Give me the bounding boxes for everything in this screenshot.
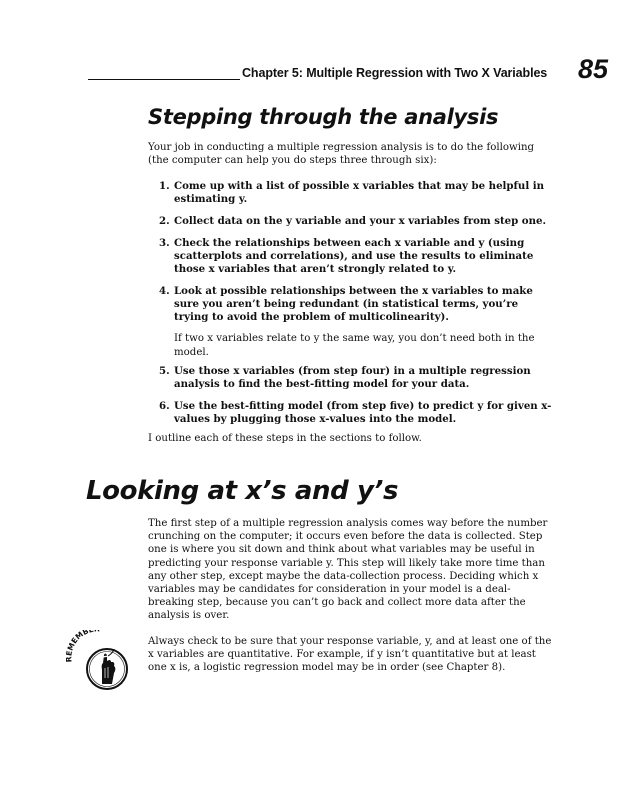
step-text: Come up with a list of possible x variables that may be helpful in estimating y. [174, 180, 545, 206]
intro-paragraph: Your job in conducting a multiple regression analysis is to do the following (the computer can help you do steps three through six): [148, 142, 535, 167]
step-text: Check the relationships between each x variable and y (using scatterplots and correlations), and use the results to eliminate those x variables that aren’t strongly related to y. [174, 236, 534, 276]
list-item [148, 180, 553, 206]
section-heading-stepping: Stepping through the analysis [148, 105, 499, 129]
step-text: Look at possible relationships between the x variables to make sure you aren’t being redundant (in statistical terms, you’re trying to avoid the problem of multicolinearity). [174, 284, 533, 324]
svg-text:REMEMBER: MEMB [66, 630, 91, 652]
running-head [88, 54, 608, 88]
header-rule [88, 79, 240, 80]
step-text: Collect data on the y variable and your x variables from step one. [174, 214, 547, 227]
steps-list [148, 180, 553, 435]
page-number: 85 [577, 54, 608, 84]
list-item [148, 400, 553, 426]
section-heading-looking: Looking at x’s and y’s [86, 476, 399, 506]
step-number: 1. [159, 180, 170, 192]
list-item [148, 215, 553, 228]
step-number: 5. [159, 365, 170, 378]
step-text: Use the best-fitting model (from step five) to predict y for given x-values by plugging those x-values into the model. [174, 400, 552, 426]
remember-paragraph: Always check to be sure that your response variable, y, and at least one of the x variables are quantitative. For example, if y isn’t quantitative but at least one x is, a logistic regression model may be in order (see Chapter 8). [148, 636, 552, 674]
remember-icon [66, 630, 140, 690]
list-item [148, 237, 553, 277]
list-item [148, 285, 553, 359]
step-number: 3. [159, 236, 170, 249]
step-number: 2. [159, 214, 170, 227]
step-text: Use those x variables (from step four) in a multiple regression analysis to find the best-fitting model for your data. [174, 365, 531, 391]
outline-paragraph: I outline each of these steps in the sections to follow. [148, 433, 422, 444]
first-step-paragraph: The first step of a multiple regression analysis comes way before the number crunching on the computer; it occurs even before the data is collected. Step one is where you sit down and think about what variables may be useful in predicting your response variable y. This step will likely take more time than any other step, except maybe the data-collection process. Deciding which x variables may be candidates for consideration in your model is a deal-breaking step, because you can’t go back and collect more data after the analysis is over. [148, 518, 548, 622]
step-number: 6. [159, 400, 170, 413]
list-item [148, 365, 553, 391]
chapter-title: Chapter 5: Multiple Regression with Two X Variables [242, 66, 548, 80]
step-number: 4. [159, 284, 170, 297]
step-note: If two x variables relate to y the same way, you don’t need both in the model. [174, 333, 535, 358]
